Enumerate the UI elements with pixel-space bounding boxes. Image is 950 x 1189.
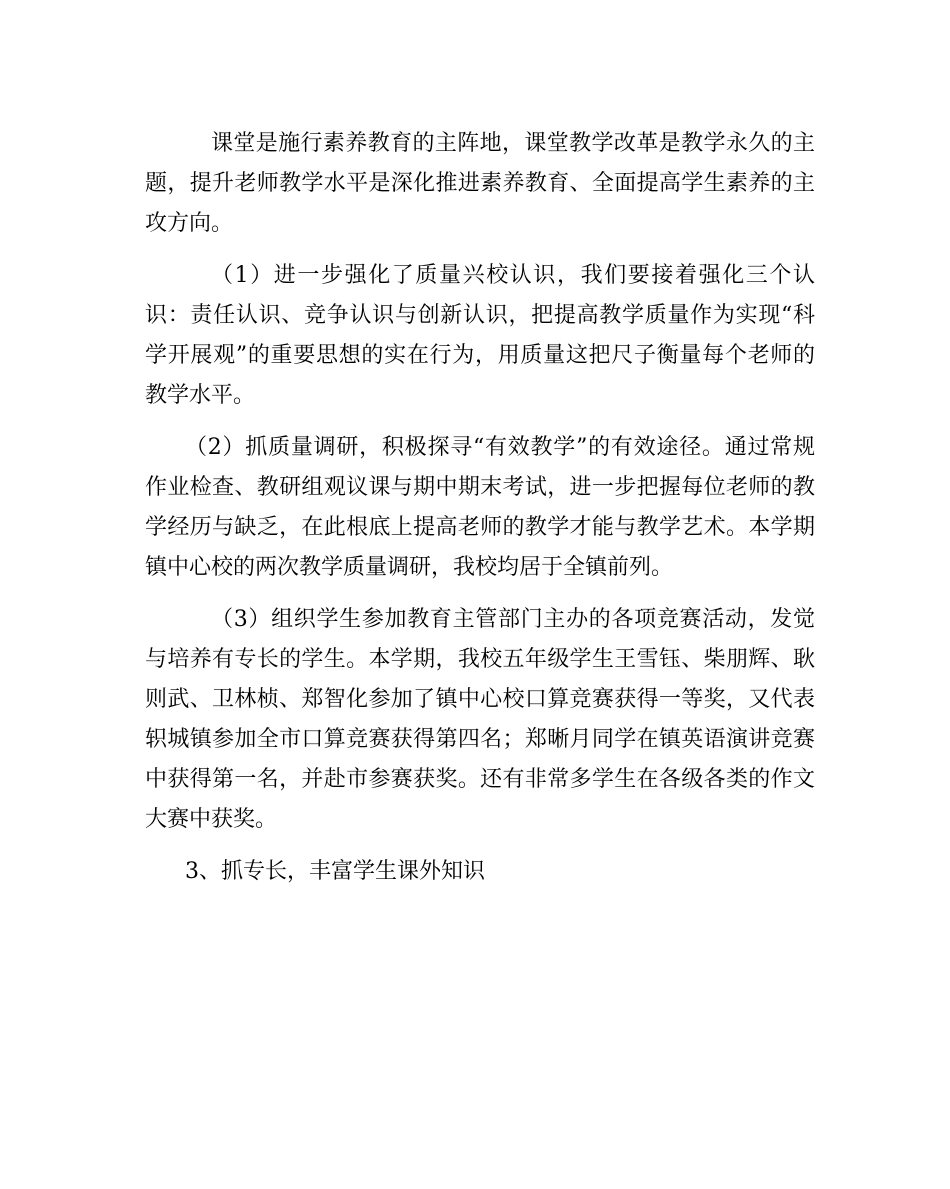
paragraph-classroom-reform: 课堂是施行素养教育的主阵地，课堂教学改革是教学永久的主题，提升老师教学水平是深化推进素养教育、全面提高学生素养的主攻方向。 xyxy=(145,131,815,236)
paragraph-item-3: （3）组织学生参加教育主管部门主办的各项竞赛活动，发觉与培养有专长的学生。本学期，我校五年级学生王雪钰、柴朋辉、耿则武、卫林桢、郑智化参加了镇中心校口算竞赛获得一等奖，又代表轵城镇参加全市口算竞赛获得第四名；郑晰月同学在镇英语演讲竞赛中获得第一名，并赴市参赛获奖。还有非常多学生在各级各类的作文大赛中获奖。 xyxy=(145,607,815,832)
document-page xyxy=(145,124,815,904)
paragraph-item-2: （2）抓质量调研，积极探寻“有效教学”的有效途径。通过常规作业检查、教研组观议课与期中期末考试，进一步把握每位老师的教学经历与缺乏，在此根底上提高老师的教学才能与教学艺术。本学期镇中心校的两次教学质量调研，我校均居于全镇前列。 xyxy=(145,435,815,580)
section-heading-3: 3、抓专长，丰富学生课外知识 xyxy=(185,859,485,884)
paragraph-item-1: （1）进一步强化了质量兴校认识，我们要接着强化三个认识：责任认识、竞争认识与创新认识，把提高教学质量作为实现“科学开展观”的重要思想的实在行为，用质量这把尺子衡量每个老师的教学水平。 xyxy=(145,263,815,408)
